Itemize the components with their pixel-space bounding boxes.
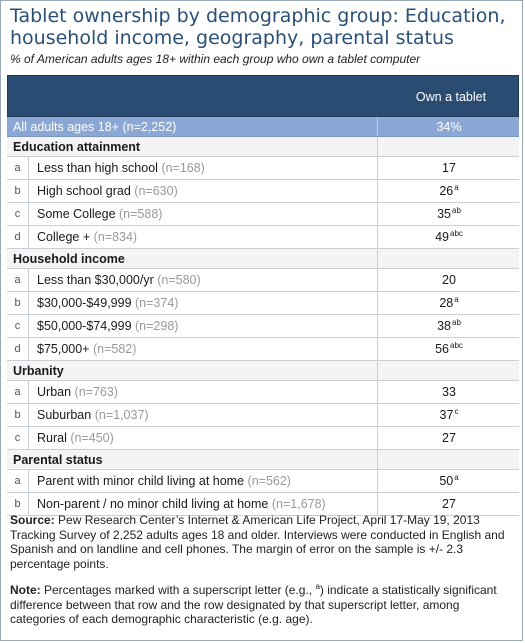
source-note bbox=[10, 513, 515, 571]
row-label-text: $75,000+ bbox=[37, 342, 90, 356]
row-label bbox=[37, 431, 114, 445]
value-cell bbox=[377, 292, 519, 314]
table-header bbox=[7, 75, 519, 117]
table-row bbox=[7, 381, 519, 404]
row-letter: a bbox=[7, 269, 29, 291]
row-label: All adults ages 18+ (n=2,252) bbox=[13, 120, 177, 134]
row-label bbox=[37, 230, 137, 244]
row-label bbox=[37, 296, 178, 310]
row-label-text: Rural bbox=[37, 431, 67, 445]
row-sample-size: (n=298) bbox=[135, 319, 179, 333]
row-label bbox=[37, 408, 149, 422]
note-text-after: ) indicate a statistically significant difference between that row and the row designated by that superscript letter, among categories of each demographic characteristic (e.g. age). bbox=[10, 583, 497, 626]
row-value bbox=[378, 431, 520, 445]
section-label: Parental status bbox=[13, 453, 103, 467]
table-row bbox=[7, 427, 519, 450]
table-body bbox=[7, 117, 519, 516]
row-label-text: Some College bbox=[37, 207, 116, 221]
significance-superscript: abc bbox=[450, 229, 463, 238]
row-label bbox=[37, 385, 118, 399]
row-sample-size: (n=374) bbox=[135, 296, 179, 310]
row-value bbox=[378, 497, 520, 511]
significance-superscript: ab bbox=[452, 318, 461, 327]
row-value-number: 38 bbox=[437, 319, 451, 333]
row-value bbox=[378, 273, 520, 287]
row-value-number: 56 bbox=[435, 342, 449, 356]
row-label-text: Non-parent / no minor child living at home bbox=[37, 497, 269, 511]
row-sample-size: (n=1,678) bbox=[271, 497, 326, 511]
row-value bbox=[378, 230, 520, 244]
table-row bbox=[7, 470, 519, 493]
column-header: Own a tablet bbox=[415, 90, 487, 104]
row-label bbox=[37, 207, 162, 221]
section-label: Education attainment bbox=[13, 140, 141, 154]
row-value bbox=[378, 342, 520, 356]
value-cell bbox=[377, 381, 519, 403]
row-value bbox=[378, 161, 520, 175]
table-row bbox=[7, 315, 519, 338]
row-label-text: College + bbox=[37, 230, 91, 244]
table-row bbox=[7, 180, 519, 203]
row-value bbox=[378, 385, 520, 399]
row-value bbox=[378, 184, 520, 198]
value-cell bbox=[377, 427, 519, 449]
row-sample-size: (n=580) bbox=[157, 273, 201, 287]
row-value bbox=[378, 319, 520, 333]
row-letter: d bbox=[7, 226, 29, 248]
value-cell bbox=[377, 338, 519, 360]
row-sample-size: (n=562) bbox=[247, 474, 291, 488]
significance-superscript: abc bbox=[450, 341, 463, 350]
row-value-number: 33 bbox=[442, 385, 456, 399]
table-row bbox=[7, 292, 519, 315]
row-label-text: Less than $30,000/yr bbox=[37, 273, 154, 287]
row-letter: c bbox=[7, 203, 29, 225]
value-cell bbox=[377, 180, 519, 202]
table-row bbox=[7, 157, 519, 180]
row-sample-size: (n=763) bbox=[74, 385, 118, 399]
significance-superscript: ab bbox=[452, 206, 461, 215]
section-header bbox=[7, 450, 519, 470]
significance-superscript: c bbox=[454, 407, 459, 416]
row-value-number: 50 bbox=[439, 474, 454, 488]
row-letter: c bbox=[7, 427, 29, 449]
row-letter: b bbox=[7, 292, 29, 314]
row-value-number: 17 bbox=[442, 161, 456, 175]
row-letter: c bbox=[7, 315, 29, 337]
row-label bbox=[37, 319, 178, 333]
chart-title: Tablet ownership by demographic group: Education, household income, geography, parental status bbox=[10, 5, 506, 49]
row-value-number: 26 bbox=[439, 184, 454, 198]
value-cell bbox=[377, 450, 519, 469]
table-row-all-adults bbox=[7, 117, 519, 137]
note-text-before: Percentages marked with a superscript letter (e.g., bbox=[40, 583, 316, 597]
section-header bbox=[7, 137, 519, 157]
row-letter: a bbox=[7, 381, 29, 403]
value-cell bbox=[377, 157, 519, 179]
row-letter: a bbox=[7, 470, 29, 492]
significance-superscript: a bbox=[454, 295, 459, 304]
row-value bbox=[378, 474, 520, 488]
row-value-number: 37 bbox=[439, 408, 454, 422]
row-label bbox=[37, 161, 205, 175]
source-text: Pew Research Center’s Internet & American Life Project, April 17-May 19, 2013 Tracking Survey of 2,252 adults ages 18 and older. Interviews were conducted in English and Spanish and on landline and cell phones. The margin of error on the sample is +/- 2.3 percentage points. bbox=[10, 513, 505, 571]
footnote bbox=[10, 580, 515, 627]
value-cell bbox=[377, 137, 519, 156]
row-sample-size: (n=1,037) bbox=[94, 408, 149, 422]
significance-superscript: a bbox=[454, 183, 459, 192]
row-sample-size: (n=630) bbox=[134, 184, 178, 198]
row-label bbox=[37, 474, 291, 488]
row-label-text: Urban bbox=[37, 385, 72, 399]
row-label bbox=[37, 273, 201, 287]
table-row bbox=[7, 203, 519, 226]
row-value bbox=[378, 408, 520, 422]
value-cell bbox=[377, 493, 519, 515]
significance-superscript: a bbox=[454, 473, 459, 482]
row-sample-size: (n=168) bbox=[161, 161, 205, 175]
value-cell bbox=[377, 315, 519, 337]
value-cell bbox=[377, 404, 519, 426]
source-label: Source: bbox=[10, 513, 55, 527]
table-row bbox=[7, 338, 519, 361]
row-label bbox=[37, 497, 326, 511]
row-label-text: Suburban bbox=[37, 408, 92, 422]
value-cell bbox=[377, 269, 519, 291]
row-label-text: $30,000-$49,999 bbox=[37, 296, 132, 310]
section-header bbox=[7, 361, 519, 381]
row-value-number: 35 bbox=[437, 207, 451, 221]
value-cell bbox=[377, 249, 519, 268]
row-value-number: 28 bbox=[439, 296, 454, 310]
row-letter: b bbox=[7, 404, 29, 426]
row-letter: d bbox=[7, 338, 29, 360]
row-letter: b bbox=[7, 493, 29, 515]
row-label-text: High school grad bbox=[37, 184, 131, 198]
row-value-number: 27 bbox=[442, 497, 456, 511]
chart-subtitle: % of American adults ages 18+ within each group who own a tablet computer bbox=[10, 52, 421, 66]
row-sample-size: (n=450) bbox=[70, 431, 114, 445]
row-sample-size: (n=582) bbox=[92, 342, 137, 356]
row-value-number: 20 bbox=[442, 273, 456, 287]
value-cell bbox=[377, 203, 519, 225]
table-row bbox=[7, 404, 519, 427]
row-value: 34% bbox=[436, 120, 462, 134]
table-row bbox=[7, 226, 519, 249]
row-value-number: 27 bbox=[442, 431, 456, 445]
row-sample-size: (n=588) bbox=[119, 207, 163, 221]
row-value bbox=[378, 296, 520, 310]
row-label bbox=[37, 184, 178, 198]
note-sup-example: a bbox=[315, 582, 320, 591]
row-label-text: Parent with minor child living at home bbox=[37, 474, 245, 488]
row-value bbox=[378, 207, 520, 221]
value-cell bbox=[377, 117, 519, 136]
value-cell bbox=[377, 226, 519, 248]
table-row bbox=[7, 269, 519, 292]
row-label-text: $50,000-$74,999 bbox=[37, 319, 132, 333]
row-label bbox=[37, 342, 136, 356]
row-label-text: Less than high school bbox=[37, 161, 158, 175]
section-label: Household income bbox=[13, 252, 125, 266]
section-header bbox=[7, 249, 519, 269]
row-value-number: 49 bbox=[435, 230, 449, 244]
row-sample-size: (n=834) bbox=[93, 230, 138, 244]
note-label: Note: bbox=[10, 583, 41, 597]
section-label: Urbanity bbox=[13, 364, 64, 378]
row-letter: a bbox=[7, 157, 29, 179]
value-cell bbox=[377, 470, 519, 492]
value-cell bbox=[377, 361, 519, 380]
row-letter: b bbox=[7, 180, 29, 202]
